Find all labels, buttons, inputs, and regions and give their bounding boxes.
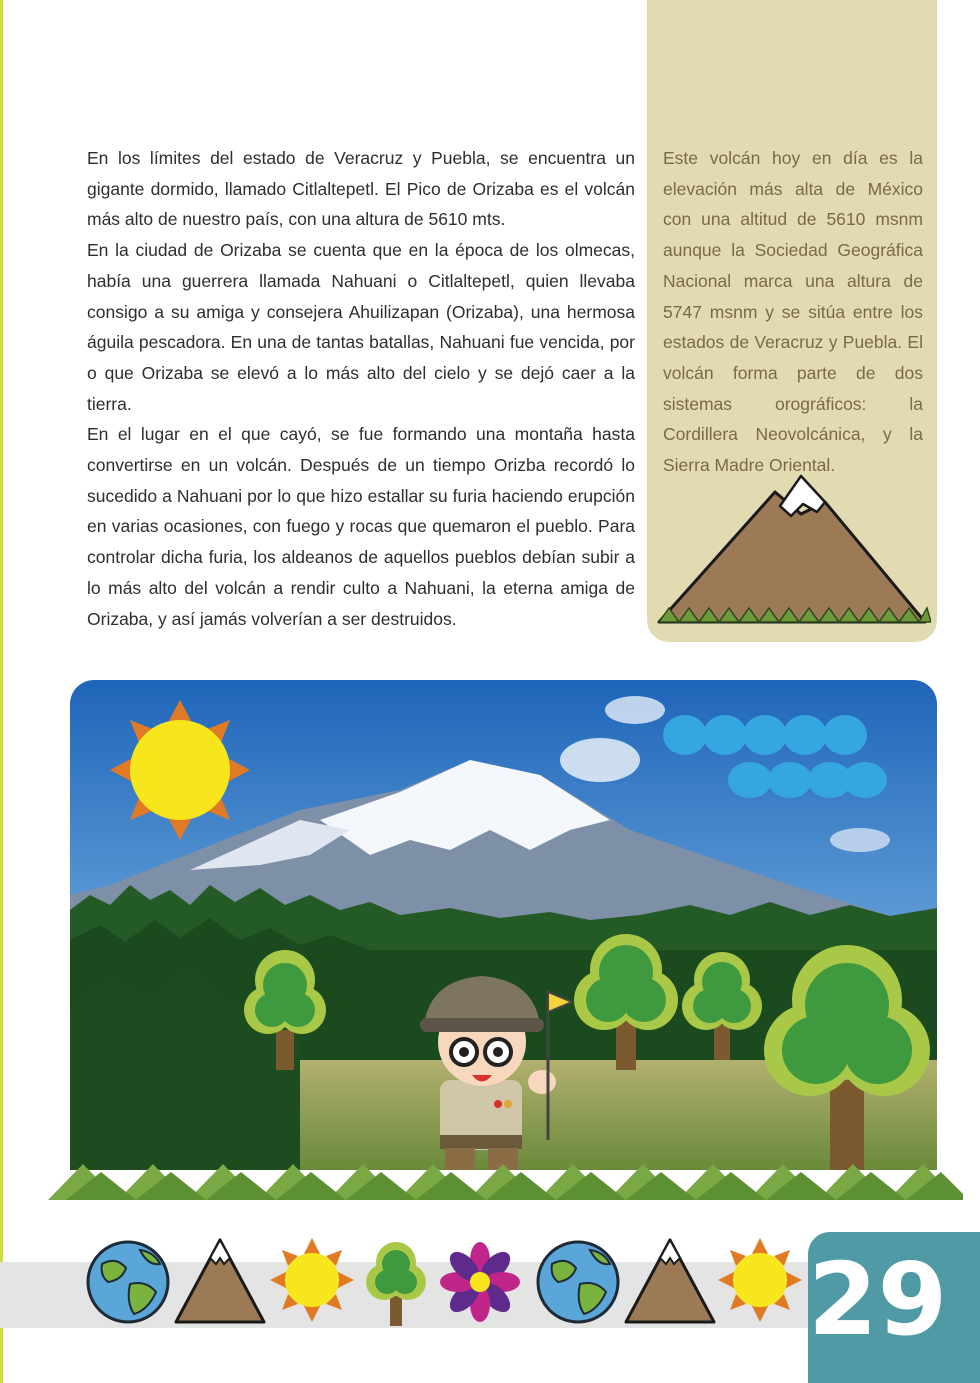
page-number: 29	[808, 1241, 948, 1358]
globe-icon	[538, 1242, 618, 1322]
sun-icon	[270, 1238, 354, 1322]
paragraph-1: En los límites del estado de Veracruz y Puebla, se encuentra un gigante dormido, llamado Citlaltepetl. El Pico de Orizaba es el volcán más alto de nuestro país, con una altura de 5610 mts.	[87, 148, 635, 230]
sidebar-box	[647, 0, 937, 642]
page-number-box	[808, 1232, 980, 1383]
sun-icon	[110, 700, 250, 840]
footer-icons	[86, 1234, 806, 1330]
paragraph-2: En la ciudad de Orizaba se cuenta que en la época de los olmecas, había una guerrera llamada Nahuani o Citlaltepetl, quien llevaba consigo a su amiga y consejera Ahuilizapan (Orizaba), una hermosa águila pescadora. En una de tantas batallas, Nahuani fue vencida, por o que Orizaba se elevó a lo más alto del cielo y se dejó caer a la tierra.	[87, 240, 635, 414]
sidebar-text: Este volcán hoy en día es la elevación más alta de México con una altitud de 5610 msnm aunque la Sociedad Geográfica Nacional marca una altura de 5747 msnm y se sitúa entre los estados de Veracruz y Puebla. El volcán forma parte de dos sistemas orográficos: la Cordillera Neovolcánica, y la Sierra Madre Oriental.	[663, 148, 923, 476]
volcano-illustration	[70, 680, 937, 1170]
paragraph-3: En el lugar en el que cayó, se fue formando una montaña hasta convertirse en un volcán. Después de un tiempo Orizba recordó lo sucedido a Nahuani por lo que hizo estallar su furia haciendo erupción en varias ocasiones, con fuego y rocas que quemaron el pueblo. Para controlar dicha furia, los aldeanos de aquellos pueblos debían subir a lo más alto del volcán a rendir culto a Nahuani, la eterna amiga de Orizaba, y así jamás volverían a ser destruidos.	[87, 424, 635, 629]
tree-icon	[366, 1242, 426, 1326]
page-edge-line	[0, 0, 3, 1383]
flower-icon	[440, 1242, 520, 1322]
sun-icon	[718, 1238, 802, 1322]
main-text	[87, 143, 635, 634]
volcano-scene	[70, 680, 937, 1170]
mountain-icon	[626, 1240, 714, 1322]
mountain-icon	[176, 1240, 264, 1322]
grass-border	[48, 1150, 963, 1202]
mountain-icon	[655, 466, 931, 628]
globe-icon	[88, 1242, 168, 1322]
